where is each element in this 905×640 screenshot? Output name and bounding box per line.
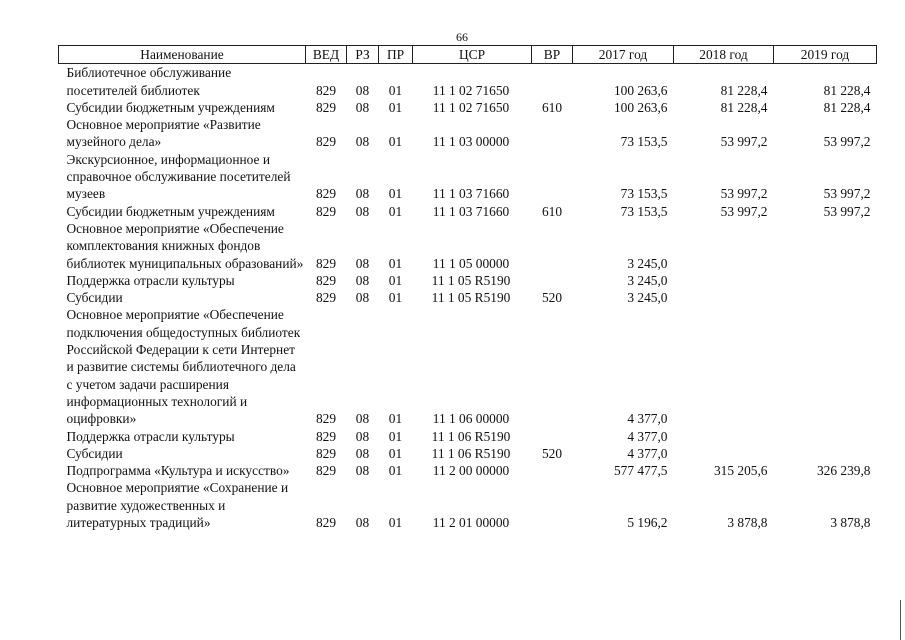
cell-vr — [532, 272, 573, 289]
cell-csr: 11 1 02 71650 — [432, 82, 510, 98]
cell-2019: 81 228,4 — [823, 82, 871, 98]
cell-pr: 01 — [388, 463, 403, 479]
cell-2018: 81 228,4 — [720, 82, 768, 98]
cell-2017: 577 477,5 — [613, 463, 668, 479]
cell-2019: 3 878,8 — [830, 515, 871, 531]
cell-pr: 01 — [388, 82, 403, 98]
cell-vr — [532, 479, 573, 531]
cell-ved: 829 — [315, 463, 337, 479]
cell-vr — [532, 462, 573, 479]
cell-vr: 520 — [541, 445, 563, 461]
cell-2018 — [674, 306, 774, 427]
cell-csr: 11 1 06 R5190 — [431, 428, 511, 444]
cell-2017: 100 263,6 — [613, 99, 668, 115]
cell-2019: 53 997,2 — [823, 134, 871, 150]
page-number: 66 — [456, 30, 468, 44]
cell-pr: 01 — [388, 515, 403, 531]
cell-2019 — [774, 428, 877, 445]
table-row — [59, 99, 877, 116]
cell-pr: 01 — [388, 255, 403, 271]
cell-2017: 3 245,0 — [627, 290, 668, 306]
table-row — [59, 462, 877, 479]
cell-name: Поддержка отрасли культуры — [66, 428, 235, 444]
cell-pr: 01 — [388, 134, 403, 150]
cell-rz: 08 — [355, 99, 370, 115]
cell-csr: 11 1 03 00000 — [432, 134, 510, 150]
cell-2019: 53 997,2 — [823, 186, 871, 202]
cell-2017: 4 377,0 — [627, 445, 668, 461]
cell-rz: 08 — [355, 186, 370, 202]
cell-2018: 53 997,2 — [720, 186, 768, 202]
cell-csr: 11 1 06 00000 — [432, 411, 510, 427]
cell-name: Основное мероприятие «Обеспечение комплектования книжных фондов библиотек муниципальных образований» — [66, 220, 304, 271]
cell-rz: 08 — [355, 445, 370, 461]
table-row — [59, 428, 877, 445]
cell-2017: 4 377,0 — [627, 411, 668, 427]
cell-2018 — [674, 289, 774, 306]
cell-2019 — [774, 220, 877, 272]
cell-2017: 100 263,6 — [613, 82, 668, 98]
cell-csr: 11 1 05 00000 — [432, 255, 510, 271]
table-row — [59, 306, 877, 427]
cell-name: Библиотечное обслуживание посетителей библиотек — [66, 65, 232, 98]
column-header-rz: РЗ — [347, 46, 379, 64]
cell-vr: 610 — [541, 203, 563, 219]
cell-csr: 11 1 03 71660 — [432, 186, 510, 202]
cell-ved: 829 — [315, 515, 337, 531]
cell-ved: 829 — [315, 272, 337, 288]
cell-ved: 829 — [315, 255, 337, 271]
cell-2018: 53 997,2 — [720, 134, 768, 150]
cell-2017: 5 196,2 — [627, 515, 668, 531]
cell-pr: 01 — [388, 428, 403, 444]
cell-2018: 53 997,2 — [720, 203, 768, 219]
cell-2018: 3 878,8 — [727, 515, 768, 531]
cell-2019 — [774, 272, 877, 289]
cell-2019 — [774, 289, 877, 306]
cell-rz: 08 — [355, 515, 370, 531]
cell-rz: 08 — [355, 428, 370, 444]
cell-ved: 829 — [315, 186, 337, 202]
cell-rz: 08 — [355, 82, 370, 98]
cell-pr: 01 — [388, 203, 403, 219]
cell-rz: 08 — [355, 255, 370, 271]
cell-vr — [532, 116, 573, 151]
table-row — [59, 116, 877, 151]
cell-rz: 08 — [355, 290, 370, 306]
cell-csr: 11 1 05 R5190 — [431, 272, 511, 288]
cell-pr: 01 — [388, 186, 403, 202]
cell-2019 — [774, 445, 877, 462]
cell-ved: 829 — [315, 203, 337, 219]
cell-name: Подпрограмма «Культура и искусство» — [66, 463, 290, 479]
cell-name: Субсидии бюджетным учреждениям — [66, 99, 275, 115]
cell-vr — [532, 306, 573, 427]
cell-vr: 520 — [541, 290, 563, 306]
cell-csr: 11 1 05 R5190 — [431, 290, 511, 306]
cell-name: Экскурсионное, информационное и справочное обслуживание посетителей музеев — [66, 151, 291, 202]
table-header — [59, 46, 877, 64]
column-header-name: Наименование — [59, 46, 306, 64]
table-row — [59, 272, 877, 289]
column-header-pr: ПР — [379, 46, 413, 64]
cell-pr: 01 — [388, 272, 403, 288]
column-header-2017: 2017 год — [573, 46, 674, 64]
cell-pr: 01 — [388, 411, 403, 427]
budget-table — [58, 45, 877, 531]
cell-vr — [532, 220, 573, 272]
cell-2017: 73 153,5 — [620, 203, 668, 219]
cell-vr — [532, 64, 573, 99]
cell-2019: 81 228,4 — [823, 99, 871, 115]
cell-csr: 11 2 00 00000 — [432, 463, 510, 479]
cell-rz: 08 — [355, 411, 370, 427]
cell-pr: 01 — [388, 290, 403, 306]
margin-mark — [900, 600, 901, 640]
cell-name: Основное мероприятие «Сохранение и развитие художественных и литературных традиций» — [66, 480, 289, 531]
table-row — [59, 479, 877, 531]
table-row — [59, 289, 877, 306]
cell-name: Основное мероприятие «Обеспечение подключения общедоступных библиотек Российской Федерации к сети Интернет и развитие системы библиотечного дела с учетом задачи расширения информационных технологий и оцифровки» — [66, 307, 301, 427]
cell-2019: 53 997,2 — [823, 203, 871, 219]
cell-2018 — [674, 428, 774, 445]
cell-rz: 08 — [355, 463, 370, 479]
cell-2019: 326 239,8 — [816, 463, 871, 479]
cell-name: Основное мероприятие «Развитие музейного дела» — [66, 117, 261, 150]
cell-pr: 01 — [388, 445, 403, 461]
cell-ved: 829 — [315, 82, 337, 98]
table-row — [59, 151, 877, 203]
cell-rz: 08 — [355, 134, 370, 150]
cell-rz: 08 — [355, 272, 370, 288]
column-header-vr: ВР — [532, 46, 573, 64]
cell-2017: 3 245,0 — [627, 272, 668, 288]
cell-csr: 11 1 03 71660 — [432, 203, 510, 219]
cell-2017: 73 153,5 — [620, 186, 668, 202]
cell-rz: 08 — [355, 203, 370, 219]
table-row — [59, 220, 877, 272]
column-header-2018: 2018 год — [674, 46, 774, 64]
cell-2018 — [674, 445, 774, 462]
table-row — [59, 445, 877, 462]
table-row — [59, 203, 877, 220]
cell-ved: 829 — [315, 134, 337, 150]
cell-ved: 829 — [315, 290, 337, 306]
column-header-ved: ВЕД — [306, 46, 347, 64]
cell-2017: 3 245,0 — [627, 255, 668, 271]
cell-pr: 01 — [388, 99, 403, 115]
cell-ved: 829 — [315, 411, 337, 427]
cell-csr: 11 1 06 R5190 — [431, 445, 511, 461]
cell-2018: 81 228,4 — [720, 99, 768, 115]
cell-2018 — [674, 220, 774, 272]
table-body — [59, 64, 877, 532]
column-header-2019: 2019 год — [774, 46, 877, 64]
cell-csr: 11 1 02 71650 — [432, 99, 510, 115]
column-header-csr: ЦСР — [413, 46, 532, 64]
cell-ved: 829 — [315, 99, 337, 115]
cell-name: Субсидии — [66, 290, 123, 306]
cell-2017: 4 377,0 — [627, 428, 668, 444]
cell-2017: 73 153,5 — [620, 134, 668, 150]
cell-csr: 11 2 01 00000 — [432, 515, 510, 531]
cell-vr — [532, 428, 573, 445]
table-row — [59, 64, 877, 99]
cell-name: Поддержка отрасли культуры — [66, 272, 235, 288]
cell-ved: 829 — [315, 445, 337, 461]
cell-vr — [532, 151, 573, 203]
cell-2018 — [674, 272, 774, 289]
cell-name: Субсидии бюджетным учреждениям — [66, 203, 275, 219]
cell-2019 — [774, 306, 877, 427]
cell-vr: 610 — [541, 99, 563, 115]
cell-name: Субсидии — [66, 445, 123, 461]
cell-ved: 829 — [315, 428, 337, 444]
cell-2018: 315 205,6 — [713, 463, 768, 479]
